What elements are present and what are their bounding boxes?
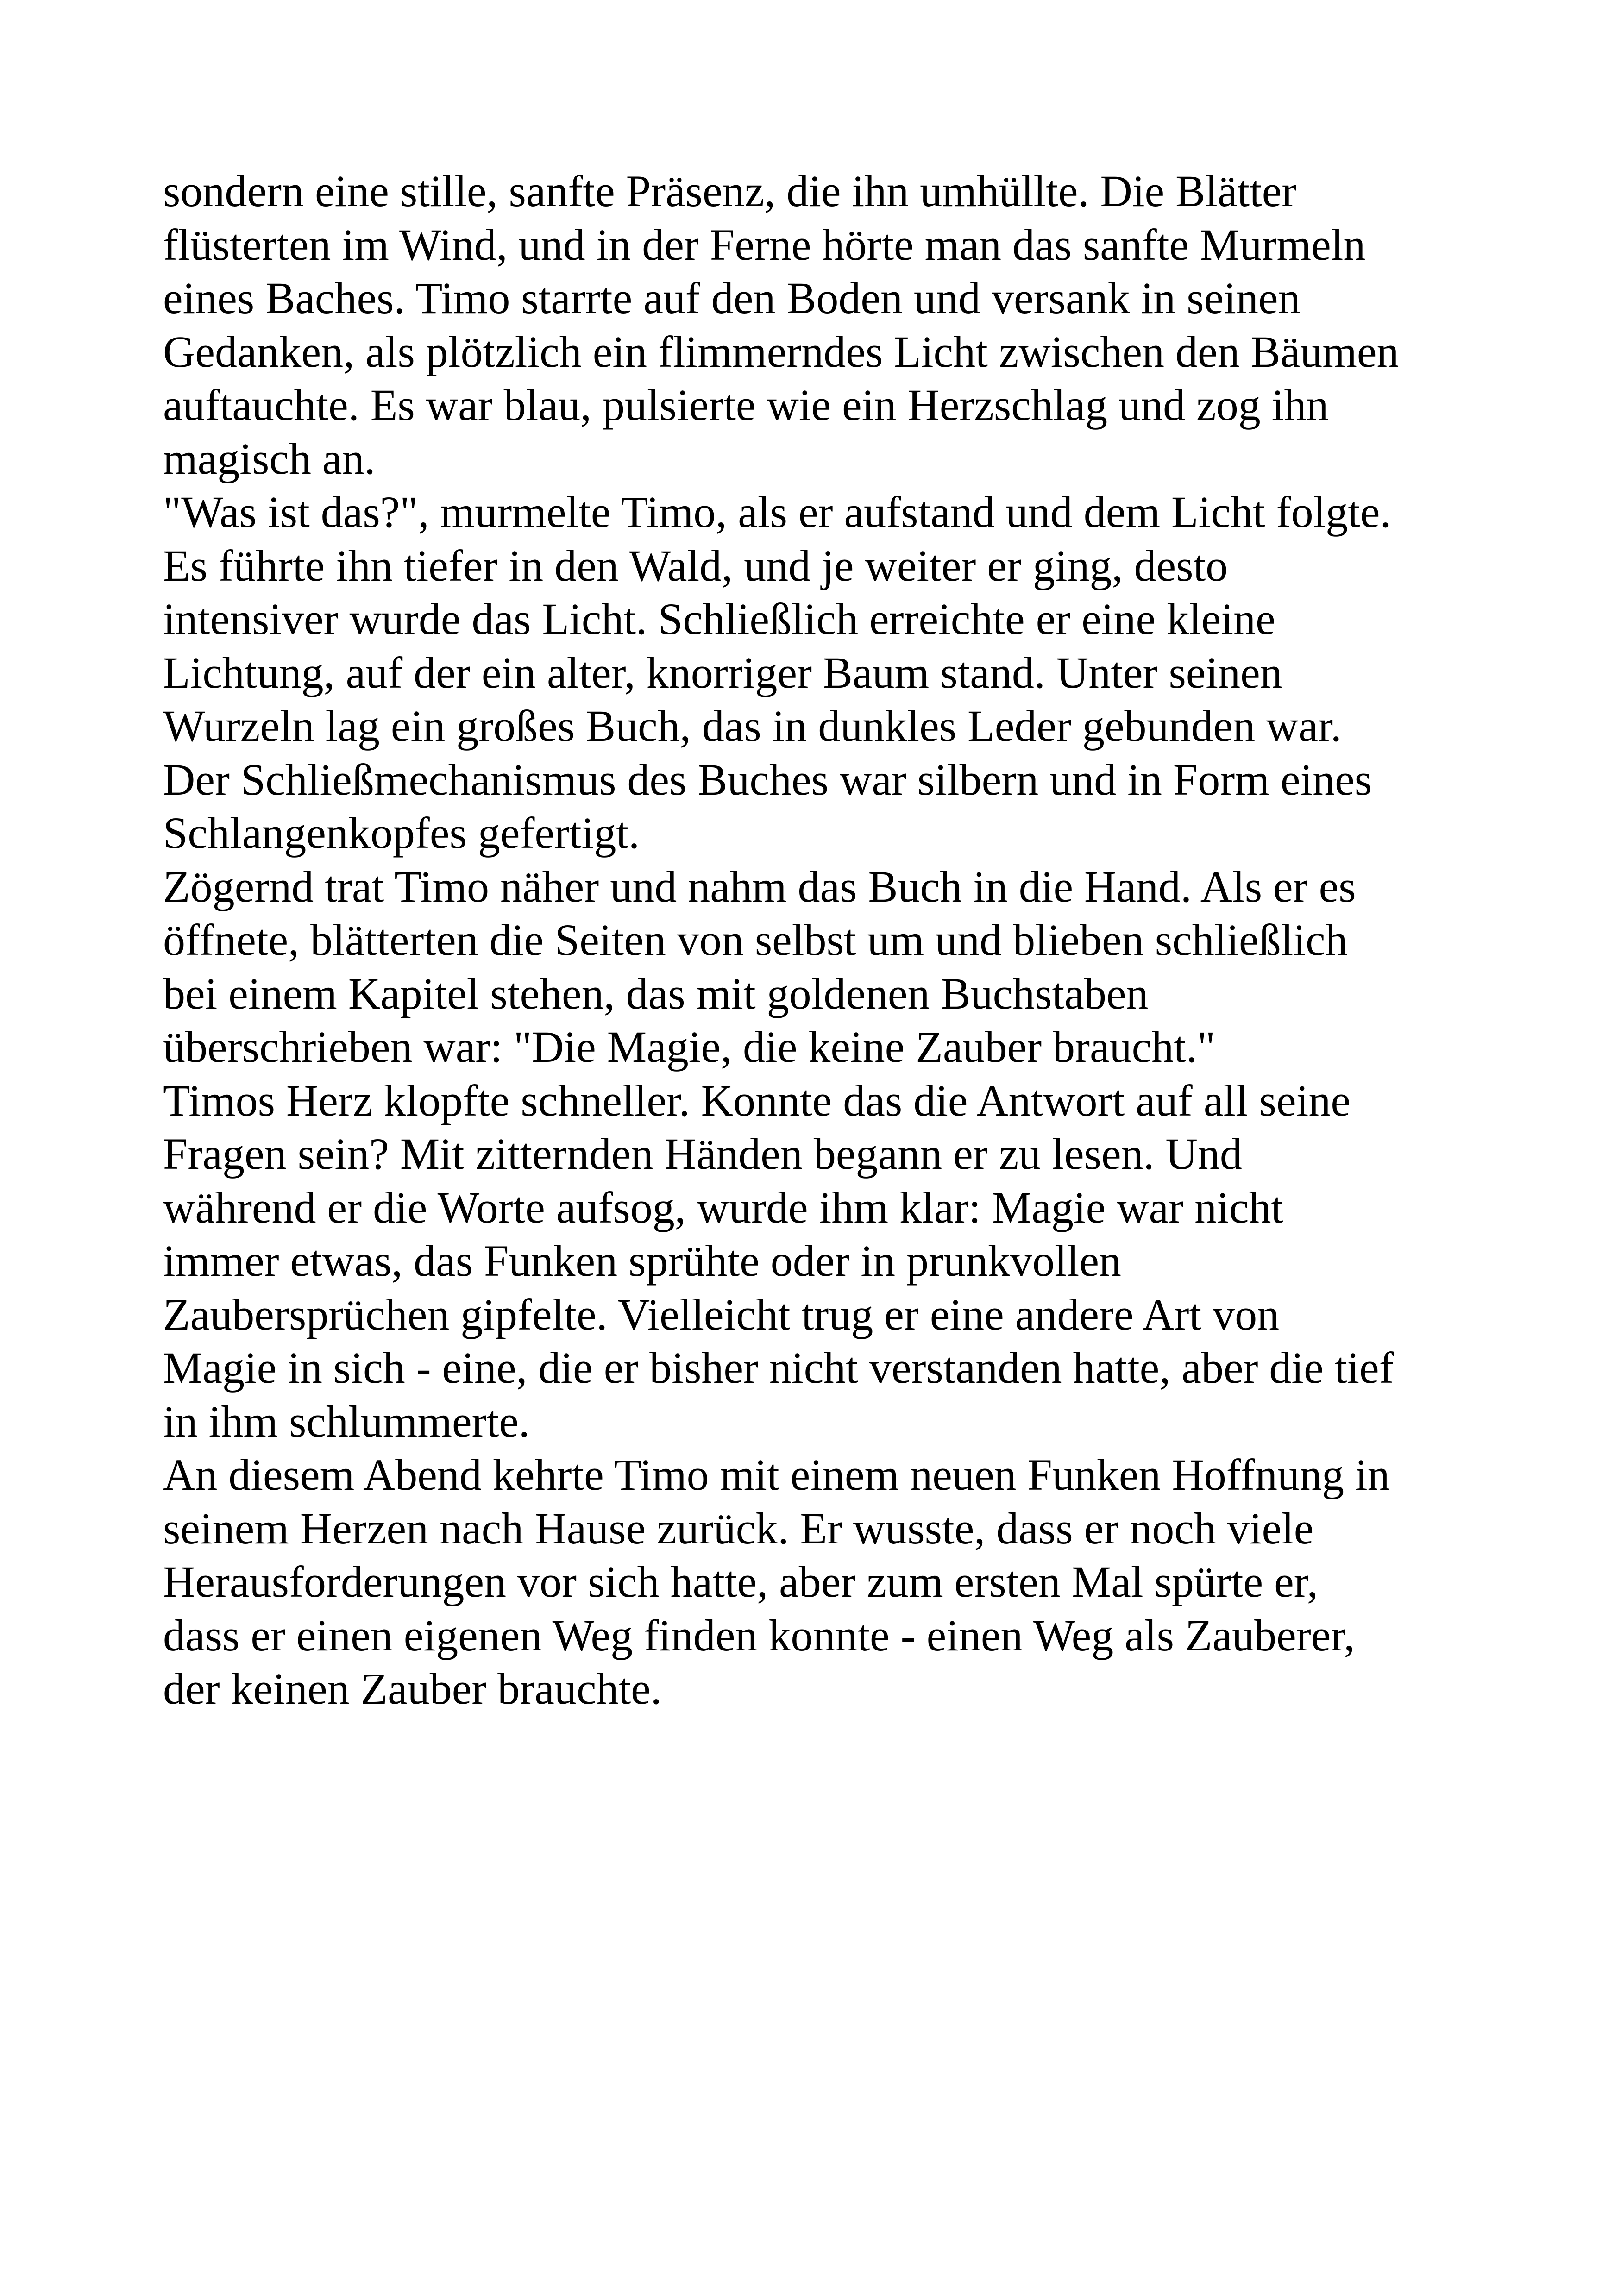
text-line: magisch an. <box>163 433 376 483</box>
text-line: während er die Worte aufsog, wurde ihm klar: Magie war nicht <box>163 1182 1284 1232</box>
text-line: dass er einen eigenen Weg finden konnte - einen Weg als Zauberer, <box>163 1610 1355 1660</box>
text-line: Lichtung, auf der ein alter, knorriger Baum stand. Unter seinen <box>163 647 1282 697</box>
text-line: Gedanken, als plötzlich ein flimmerndes Licht zwischen den Bäumen <box>163 326 1399 376</box>
text-line: in ihm schlummerte. <box>163 1396 530 1446</box>
text-line: Der Schließmechanismus des Buches war silbern und in Form eines <box>163 754 1372 804</box>
text-line: Zaubersprüchen gipfelte. Vielleicht trug er eine andere Art von <box>163 1289 1280 1339</box>
text-line: Zögernd trat Timo näher und nahm das Buch in die Hand. Als er es <box>163 861 1356 911</box>
text-line: Timos Herz klopfte schneller. Konnte das die Antwort auf all seine <box>163 1075 1351 1125</box>
text-line: immer etwas, das Funken sprühte oder in prunkvollen <box>163 1236 1121 1286</box>
text-line: Wurzeln lag ein großes Buch, das in dunkles Leder gebunden war. <box>163 701 1342 751</box>
text-line: öffnete, blätterten die Seiten von selbst um und blieben schließlich <box>163 915 1348 965</box>
text-line: Es führte ihn tiefer in den Wald, und je weiter er ging, desto <box>163 540 1228 590</box>
text-line: intensiver wurde das Licht. Schließlich erreichte er eine kleine <box>163 594 1275 644</box>
text-line: "Was ist das?", murmelte Timo, als er aufstand und dem Licht folgte. <box>163 487 1391 537</box>
text-line: Magie in sich - eine, die er bisher nicht verstanden hatte, aber die tief <box>163 1343 1394 1393</box>
text-line: auftauchte. Es war blau, pulsierte wie ein Herzschlag und zog ihn <box>163 380 1329 430</box>
body-text <box>163 164 1506 1716</box>
text-line: Schlangenkopfes gefertigt. <box>163 808 640 858</box>
text-line: bei einem Kapitel stehen, das mit goldenen Buchstaben <box>163 968 1149 1018</box>
text-line: Fragen sein? Mit zitternden Händen begann er zu lesen. Und <box>163 1129 1242 1179</box>
text-line: überschrieben war: "Die Magie, die keine Zauber braucht." <box>163 1022 1216 1072</box>
text-line: flüsterten im Wind, und in der Ferne hörte man das sanfte Murmeln <box>163 220 1366 270</box>
text-line: seinem Herzen nach Hause zurück. Er wusste, dass er noch viele <box>163 1503 1314 1553</box>
text-line: sondern eine stille, sanfte Präsenz, die ihn umhüllte. Die Blätter <box>163 166 1297 216</box>
text-line: Herausforderungen vor sich hatte, aber zum ersten Mal spürte er, <box>163 1557 1318 1606</box>
text-line: der keinen Zauber brauchte. <box>163 1664 662 1713</box>
text-line: An diesem Abend kehrte Timo mit einem neuen Funken Hoffnung in <box>163 1450 1390 1499</box>
text-line: eines Baches. Timo starrte auf den Boden und versank in seinen <box>163 273 1301 323</box>
